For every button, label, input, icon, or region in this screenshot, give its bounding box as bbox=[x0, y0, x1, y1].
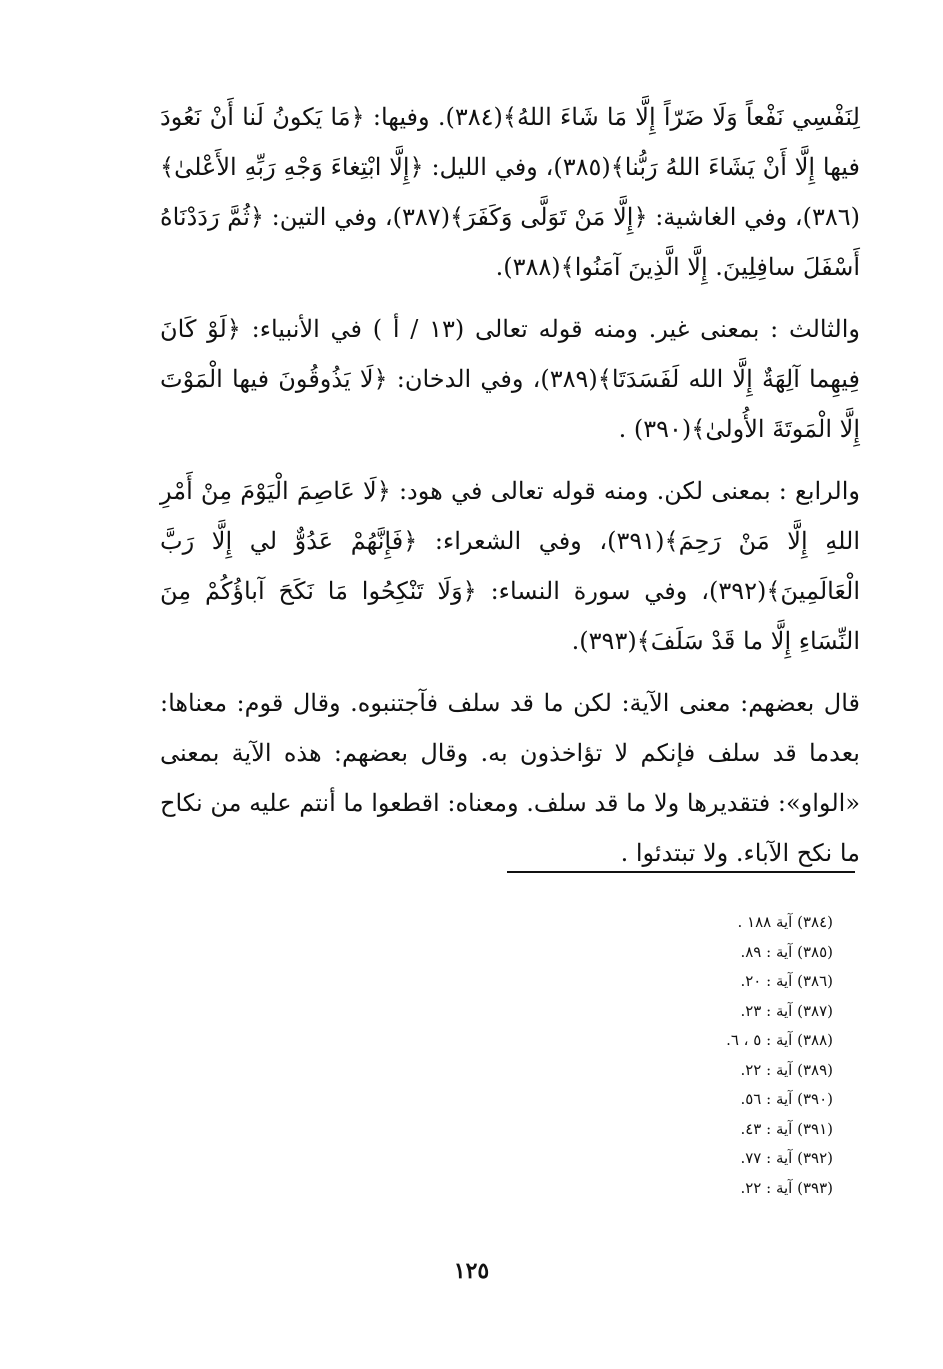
footnote: (٣٩٢) آية : ٧٧. bbox=[740, 1149, 833, 1167]
footnote: (٣٩٣) آية : ٢٢. bbox=[740, 1178, 833, 1197]
footnote: (٣٨٩) آية : ٢٢. bbox=[740, 1060, 833, 1079]
footnote: (٣٩٠) آية : ٥٦. bbox=[740, 1090, 833, 1108]
footnote: (٣٨٤) آية ١٨٨ . bbox=[737, 913, 833, 931]
paragraph-1: لِنَفْسِي نَفْعاً وَلَا ضَرّاً إِلَّا مَا شَاءَ اللهُ﴾(٣٨٤). وفيها: ﴿مَا يَكونُ لَنا أَنْ نَعُودَ فيها إِلَّا أَنْ يَشَاءَ اللهُ رَبُّنا﴾(٣٨٥)، وفي الليل: ﴿إِلَّا ابْتِغاءَ وَجْهِ رَبِّهِ الأَعْلىٰ﴾(٣٨٦)، وفي الغاشية: ﴿إِلَّا مَنْ تَوَلَّى وَكَفَرَ﴾(٣٨٧)، وفي التين: ﴿ثُمَّ رَدَدْنَاهُ أَسْفَلَ سافِلِينَ. إِلَّا الَّذِينَ آمَنُوا﴾(٣٨٨). bbox=[160, 103, 860, 281]
paragraph-2: والثالث : بمعنى غير. ومنه قوله تعالى (١٣ / أ ) في الأنبياء: ﴿لَوْ كَانَ فِيهِما آلِهَةٌ إِلَّا الله لَفَسَدَتَا﴾(٣٨٩)، وفي الدخان: ﴿لَا يَذُوقُونَ فيها الْمَوْتَ إِلَّا الْمَوتَةَ الأُولىٰ﴾(٣٩٠) . bbox=[160, 315, 861, 443]
footnote: (٣٨٧) آية : ٢٣. bbox=[740, 1001, 833, 1020]
page-number: ١٢٥ bbox=[453, 1258, 490, 1284]
footnote: (٣٨٥) آية : ٨٩. bbox=[740, 942, 833, 961]
footnote: (٣٩١) آية : ٤٣. bbox=[740, 1119, 833, 1138]
footnotes bbox=[726, 908, 833, 1203]
footnote: (٣٨٨) آية : ٥ ، ٦. bbox=[726, 1031, 833, 1049]
footnote-divider bbox=[507, 871, 855, 873]
main-text bbox=[160, 92, 860, 890]
paragraph-4: قال بعضهم: معنى الآية: لكن ما قد سلف فآجتنبوه. وقال قوم: معناها: بعدما قد سلف فإنكم لا تؤاخذون به. وقال بعضهم: هذه الآية بمعنى «الواو»: فتقديرها ولا ما قد سلف. ومعناه: اقطعوا ما أنتم عليه من نكاح ما نكح الآباء. ولا تبتدئوا . bbox=[160, 689, 860, 867]
paragraph-3: والرابع : بمعنى لكن. ومنه قوله تعالى في هود: ﴿لَا عَاصِمَ الْيَوْمَ مِنْ أَمْرِ اللهِ إِلَّا مَنْ رَحِمَ﴾(٣٩١)، وفي الشعراء: ﴿فَإِنَّهُمْ عَدُوٌّ لي إِلَّا رَبَّ الْعَالَمِينَ﴾(٣٩٢)، وفي سورة النساء: ﴿وَلَا تَنْكِحُوا مَا نَكَحَ آباؤُكُمْ مِنَ النِّسَاءِ إِلَّا ما قَدْ سَلَفَ﴾(٣٩٣). bbox=[160, 477, 860, 655]
footnote: (٣٨٦) آية : ٢٠. bbox=[740, 972, 833, 990]
